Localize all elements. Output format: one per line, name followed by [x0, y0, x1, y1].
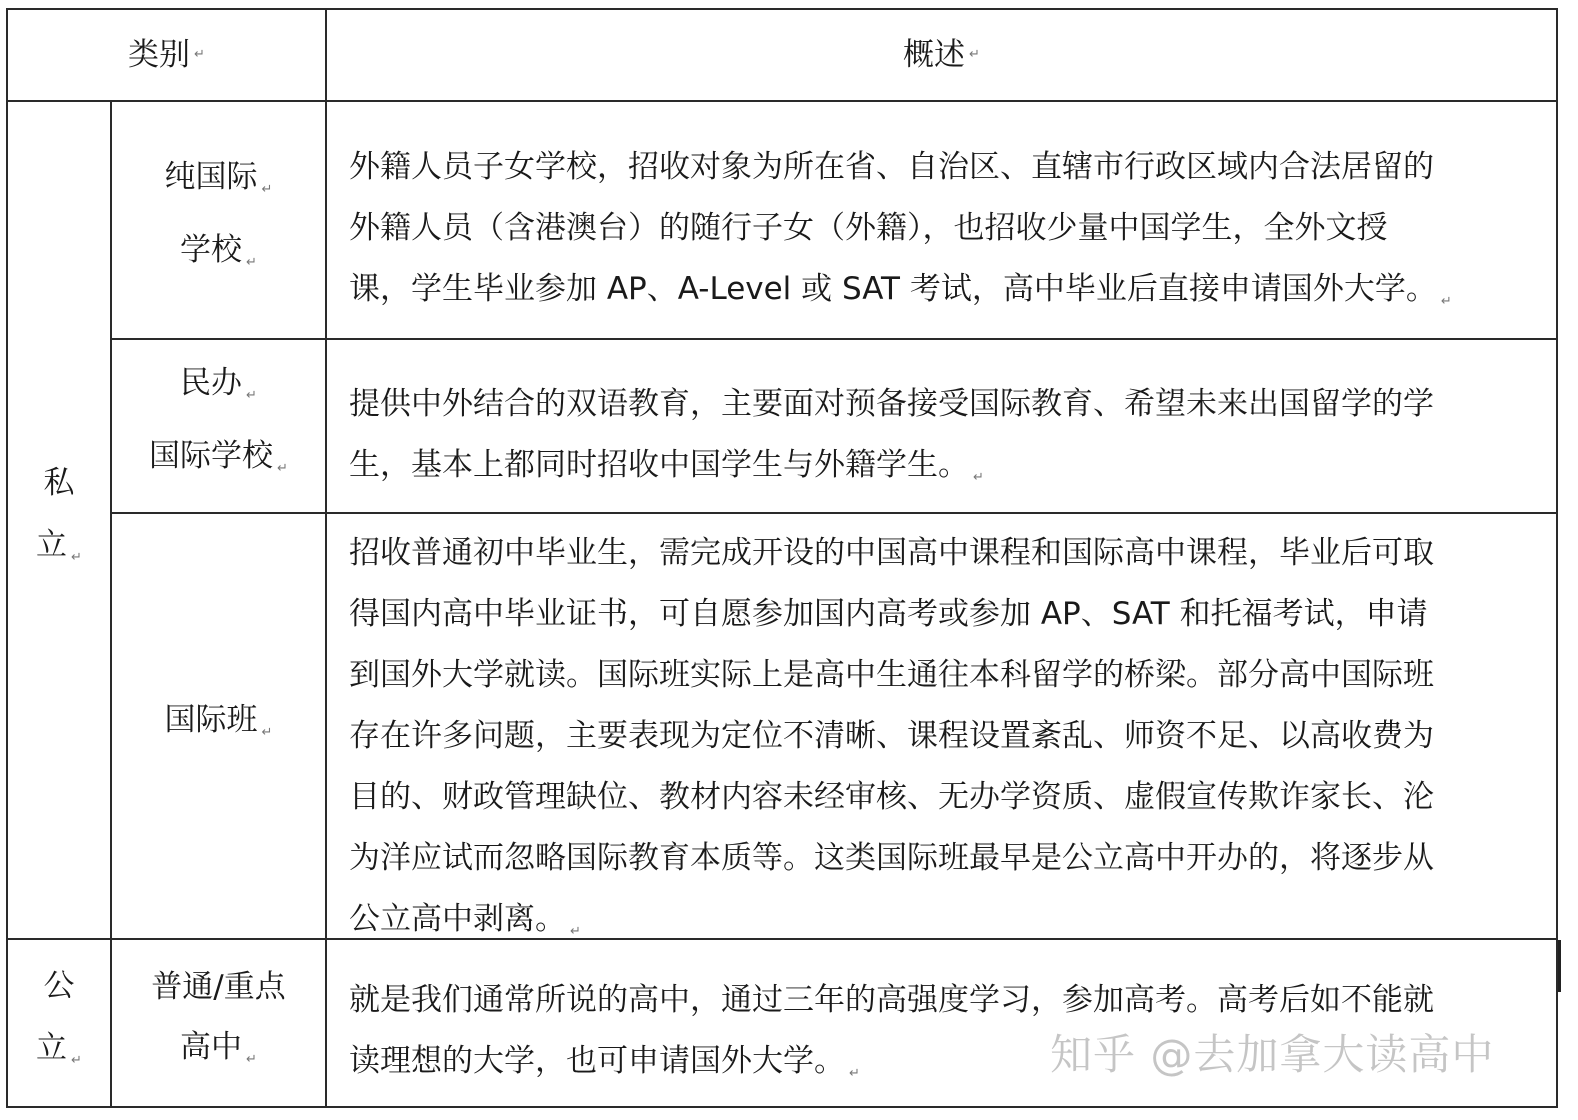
- paragraph-mark-icon: ↵: [71, 549, 82, 565]
- desc-line: 得国内高中毕业证书，可自愿参加国内高考或参加 AP、SAT 和托福考试，申请: [349, 596, 1428, 632]
- type-cell-pure-international: [112, 102, 325, 338]
- group-public-char-2: 立: [36, 1029, 68, 1066]
- desc-line: 到国外大学就读。国际班实际上是高中生通往本科留学的桥梁。部分高中国际班: [349, 657, 1434, 693]
- type-label-line: 纯国际: [164, 159, 258, 195]
- type-label-line: 高中: [180, 1028, 243, 1065]
- type-label-line: 普通/重点: [151, 968, 286, 1005]
- header-overview-text: 概述: [903, 37, 966, 73]
- type-label-line: 国际学校: [149, 438, 274, 474]
- paragraph-mark-icon: ↵: [261, 724, 273, 740]
- paragraph-mark-icon: ↵: [246, 1051, 257, 1067]
- paragraph-mark-icon: ↵: [1440, 294, 1452, 309]
- group-private: [8, 102, 110, 938]
- desc-line: 提供中外结合的双语教育，主要面对预备接受国际教育、希望未来出国留学的学: [349, 386, 1434, 422]
- table-rule-row2: [110, 512, 1558, 514]
- header-overview: [327, 10, 1556, 100]
- header-category-text: 类别: [128, 37, 191, 73]
- paragraph-mark-icon: ↵: [246, 255, 257, 270]
- paragraph-mark-icon: ↵: [570, 924, 581, 939]
- group-public-char-1: 公: [43, 967, 75, 1004]
- paragraph-mark-icon: ↵: [277, 461, 288, 476]
- text-cursor: [1558, 940, 1561, 992]
- header-category: [8, 10, 325, 100]
- type-label-line: 民办: [180, 365, 243, 401]
- desc-cell-international-class: [327, 523, 1556, 962]
- type-label-line: 学校: [180, 232, 243, 268]
- desc-line: 读理想的大学，也可申请国外大学。: [349, 1043, 845, 1079]
- group-private-char-1: 私: [43, 464, 75, 501]
- group-private-char-2: 立: [36, 526, 68, 563]
- desc-line: 为洋应试而忽略国际教育本质等。这类国际班最早是公立高中开办的，将逐步从: [349, 840, 1434, 876]
- paragraph-mark-icon: ↵: [849, 1066, 860, 1081]
- type-label-line: 国际班: [164, 701, 258, 738]
- table-rule-row1: [110, 338, 1558, 340]
- type-cell-private-international: [112, 340, 325, 512]
- desc-line: 就是我们通常所说的高中，通过三年的高强度学习，参加高考。高考后如不能就: [349, 982, 1434, 1018]
- desc-cell-private-international: [327, 374, 1556, 508]
- table-border-bottom: [6, 1106, 1558, 1108]
- desc-line: 目的、财政管理缺位、教材内容未经审核、无办学资质、虚假宣传欺诈家长、沦: [349, 779, 1434, 815]
- type-cell-international-class: [112, 514, 325, 938]
- desc-cell-pure-international: [327, 137, 1556, 332]
- desc-line: 生，基本上都同时招收中国学生与外籍学生。: [349, 447, 969, 483]
- paragraph-mark-icon: ↵: [194, 47, 205, 62]
- desc-line: 外籍人员（含港澳台）的随行子女（外籍），也招收少量中国学生，全外文授: [349, 210, 1388, 246]
- desc-line: 公立高中剥离。: [349, 901, 566, 937]
- paragraph-mark-icon: ↵: [261, 182, 273, 197]
- type-cell-regular-highschool: [112, 940, 325, 1106]
- paragraph-mark-icon: ↵: [969, 47, 980, 62]
- desc-line: 存在许多问题，主要表现为定位不清晰、课程设置紊乱、师资不足、以高收费为: [349, 718, 1434, 754]
- watermark-text: 知乎 @去加拿大读高中: [1050, 1030, 1495, 1079]
- desc-line: 外籍人员子女学校，招收对象为所在省、自治区、直辖市行政区域内合法居留的: [349, 149, 1434, 185]
- paragraph-mark-icon: ↵: [246, 388, 257, 403]
- desc-line: 招收普通初中毕业生，需完成开设的中国高中课程和国际高中课程，毕业后可取: [349, 535, 1434, 571]
- paragraph-mark-icon: ↵: [973, 470, 984, 485]
- desc-line: 课，学生毕业参加 AP、A-Level 或 SAT 考试，高中毕业后直接申请国外大学。: [349, 271, 1437, 307]
- group-public: [8, 940, 110, 1106]
- paragraph-mark-icon: ↵: [71, 1052, 82, 1068]
